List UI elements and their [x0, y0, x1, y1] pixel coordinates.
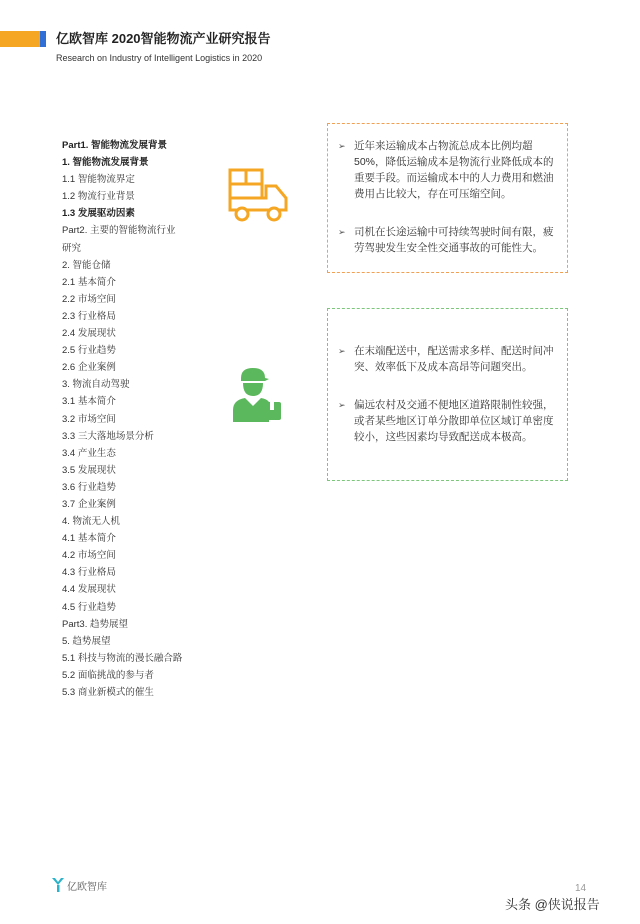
toc-item: 1. 智能物流发展背景 [62, 157, 149, 169]
toc-item: 3.2 市场空间 [62, 413, 116, 425]
toc-item: Part3. 趋势展望 [62, 618, 128, 630]
bullet-text: 近年来运输成本占物流总成本比例均超50%，降低运输成本是物流行业降低成本的重要手段。而运输成本中的人力费用和燃油费用占比较大，存在可压缩空间。 [354, 140, 554, 200]
toc-item: 3.3 三大落地场景分析 [62, 430, 154, 442]
toc-item: 1.1 智能物流界定 [62, 174, 135, 186]
page-number: 14 [575, 883, 587, 894]
bullet-text: 在末端配送中，配送需求多样、配送时间冲突、效率低下及成本高昂等问题突出。 [354, 345, 554, 373]
toc-item: 5.1 科技与物流的漫长融合路 [62, 652, 183, 664]
bullet-arrow-icon: ➢ [338, 346, 346, 356]
toc-item: Part2. 主要的智能物流行业研究 [62, 225, 176, 254]
toc-item: 4.3 行业格局 [62, 567, 116, 579]
bullet-text: 司机在长途运输中可持续驾驶时间有限，疲劳驾驶发生安全性交通事故的可能性大。 [354, 226, 554, 254]
toc-item: 1.2 物流行业背景 [62, 191, 135, 203]
bullet-arrow-icon: ➢ [338, 227, 346, 237]
toc-item: 2. 智能仓储 [62, 259, 111, 271]
header-accent-blue [40, 31, 46, 47]
toc-item: 2.4 发展现状 [62, 328, 116, 340]
toc-item: 5. 趋势展望 [62, 635, 111, 647]
toc-item: 2.1 基本简介 [62, 276, 116, 288]
callout-bullet [338, 138, 557, 202]
courier-with-package-icon [229, 366, 287, 424]
bullet-text: 偏远农村及交通不便地区道路限制性较强，或者某些地区订单分散即单位区域订单密度较小，这些因素均导致配送成本极高。 [354, 399, 554, 443]
bullet-arrow-icon: ➢ [338, 400, 346, 410]
toc-item: 4. 物流无人机 [62, 516, 121, 528]
callout-bullet [338, 224, 557, 256]
toc-item: 2.6 企业案例 [62, 362, 116, 374]
toc-item: 3.7 企业案例 [62, 498, 116, 510]
last-mile-callout [327, 308, 568, 481]
report-subtitle: Research on Industry of Intelligent Logistics in 2020 [56, 53, 263, 63]
toc-item: 3. 物流自动驾驶 [62, 379, 130, 391]
toc-item: 2.3 行业格局 [62, 310, 116, 322]
toc-item: 3.4 产业生态 [62, 447, 116, 459]
table-of-contents [62, 137, 192, 701]
toc-item: 5.2 面临挑战的参与者 [62, 669, 154, 681]
toc-item: 4.4 发展现状 [62, 584, 116, 596]
toc-item: 3.6 行业趋势 [62, 481, 116, 493]
header-accent-orange [0, 31, 40, 47]
transport-cost-callout [327, 123, 568, 273]
watermark: 头条 @侠说报告 [505, 897, 600, 912]
delivery-truck-icon [226, 166, 290, 224]
footer-logo [52, 878, 107, 892]
toc-item: 5.3 商业新模式的催生 [62, 687, 154, 698]
callout-bullet [338, 343, 557, 375]
toc-item: 4.5 行业趋势 [62, 601, 116, 613]
toc-item: Part1. 智能物流发展背景 [62, 140, 168, 151]
report-title: 亿欧智库 2020智能物流产业研究报告 [56, 31, 271, 46]
toc-item: 1.3 发展驱动因素 [62, 208, 135, 220]
toc-item: 4.1 基本简介 [62, 533, 116, 545]
footer-brand: 亿欧智库 [67, 881, 107, 893]
callout-bullet [338, 397, 557, 445]
toc-item: 2.2 市场空间 [62, 293, 116, 305]
brand-logo-icon [52, 878, 64, 892]
toc-item: 2.5 行业趋势 [62, 345, 116, 357]
toc-item: 3.1 基本简介 [62, 396, 116, 408]
toc-item: 3.5 发展现状 [62, 464, 116, 476]
bullet-arrow-icon: ➢ [338, 141, 346, 151]
toc-item: 4.2 市场空间 [62, 550, 116, 562]
